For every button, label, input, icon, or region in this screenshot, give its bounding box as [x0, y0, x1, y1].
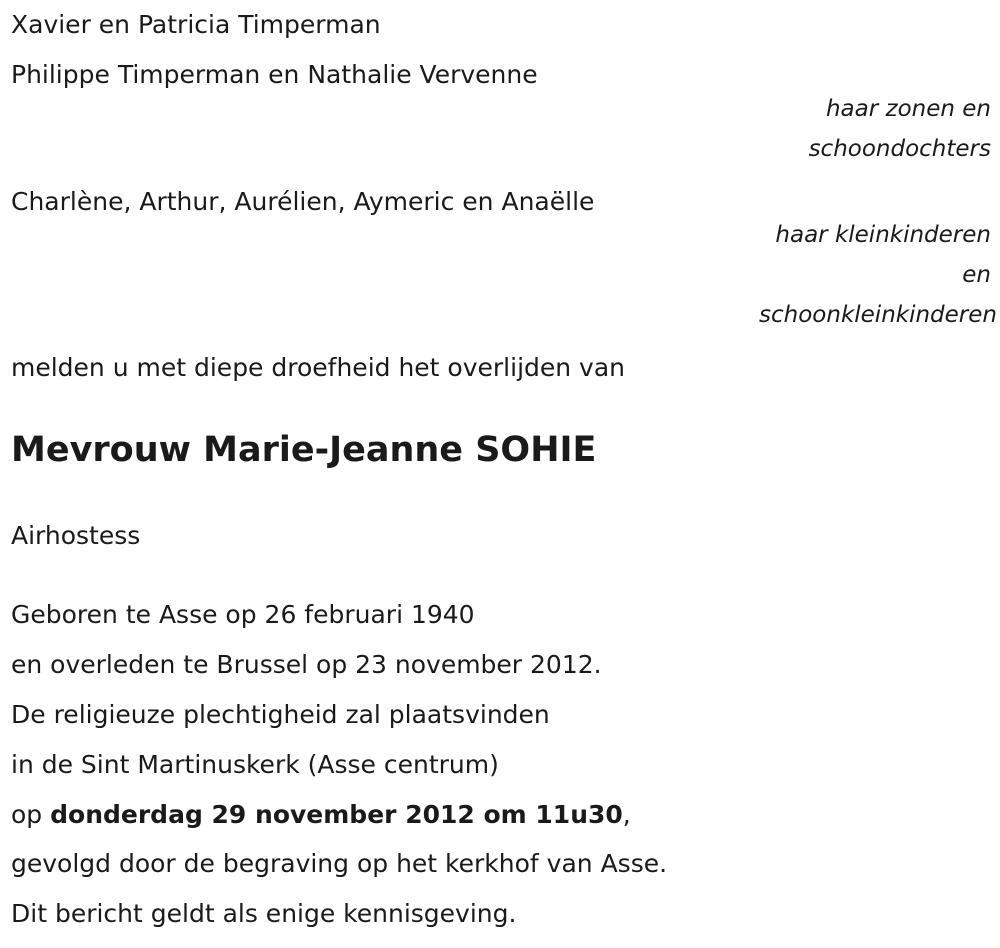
deceased-name: Mevrouw Marie-Jeanne SOHIE [11, 430, 597, 470]
ceremony-line-1: De religieuze plechtigheid zal plaatsvinden [11, 700, 550, 729]
ceremony-date: donderdag 29 november 2012 om 11u30 [50, 800, 623, 829]
sons-role-line-2: schoondochters [808, 136, 991, 162]
deceased-occupation: Airhostess [11, 521, 141, 550]
sons-line-1: Xavier en Patricia Timperman [11, 10, 381, 39]
ceremony-line-2: in de Sint Martinuskerk (Asse centrum) [11, 750, 499, 779]
birth-line: Geboren te Asse op 26 februari 1940 [11, 600, 475, 629]
grandchildren-role-line-3: schoonkleinkinderen [759, 302, 997, 328]
ceremony-date-line [11, 800, 631, 830]
date-suffix: , [622, 800, 631, 829]
burial-line: gevolgd door de begraving op het kerkhof van Asse. [11, 849, 668, 878]
grandchildren-line: Charlène, Arthur, Aurélien, Aymeric en Anaëlle [11, 187, 595, 216]
date-prefix: op [11, 800, 51, 829]
grandchildren-role-line-1: haar kleinkinderen [775, 222, 991, 248]
death-line: en overleden te Brussel op 23 november 2012. [11, 650, 602, 679]
grandchildren-role-line-2: en [962, 262, 991, 288]
sons-line-2: Philippe Timperman en Nathalie Vervenne [11, 60, 538, 89]
notice-line: Dit bericht geldt als enige kennisgeving. [11, 899, 517, 928]
announcement-text: melden u met diepe droefheid het overlijden van [11, 353, 626, 382]
sons-role-line-1: haar zonen en [825, 96, 991, 122]
